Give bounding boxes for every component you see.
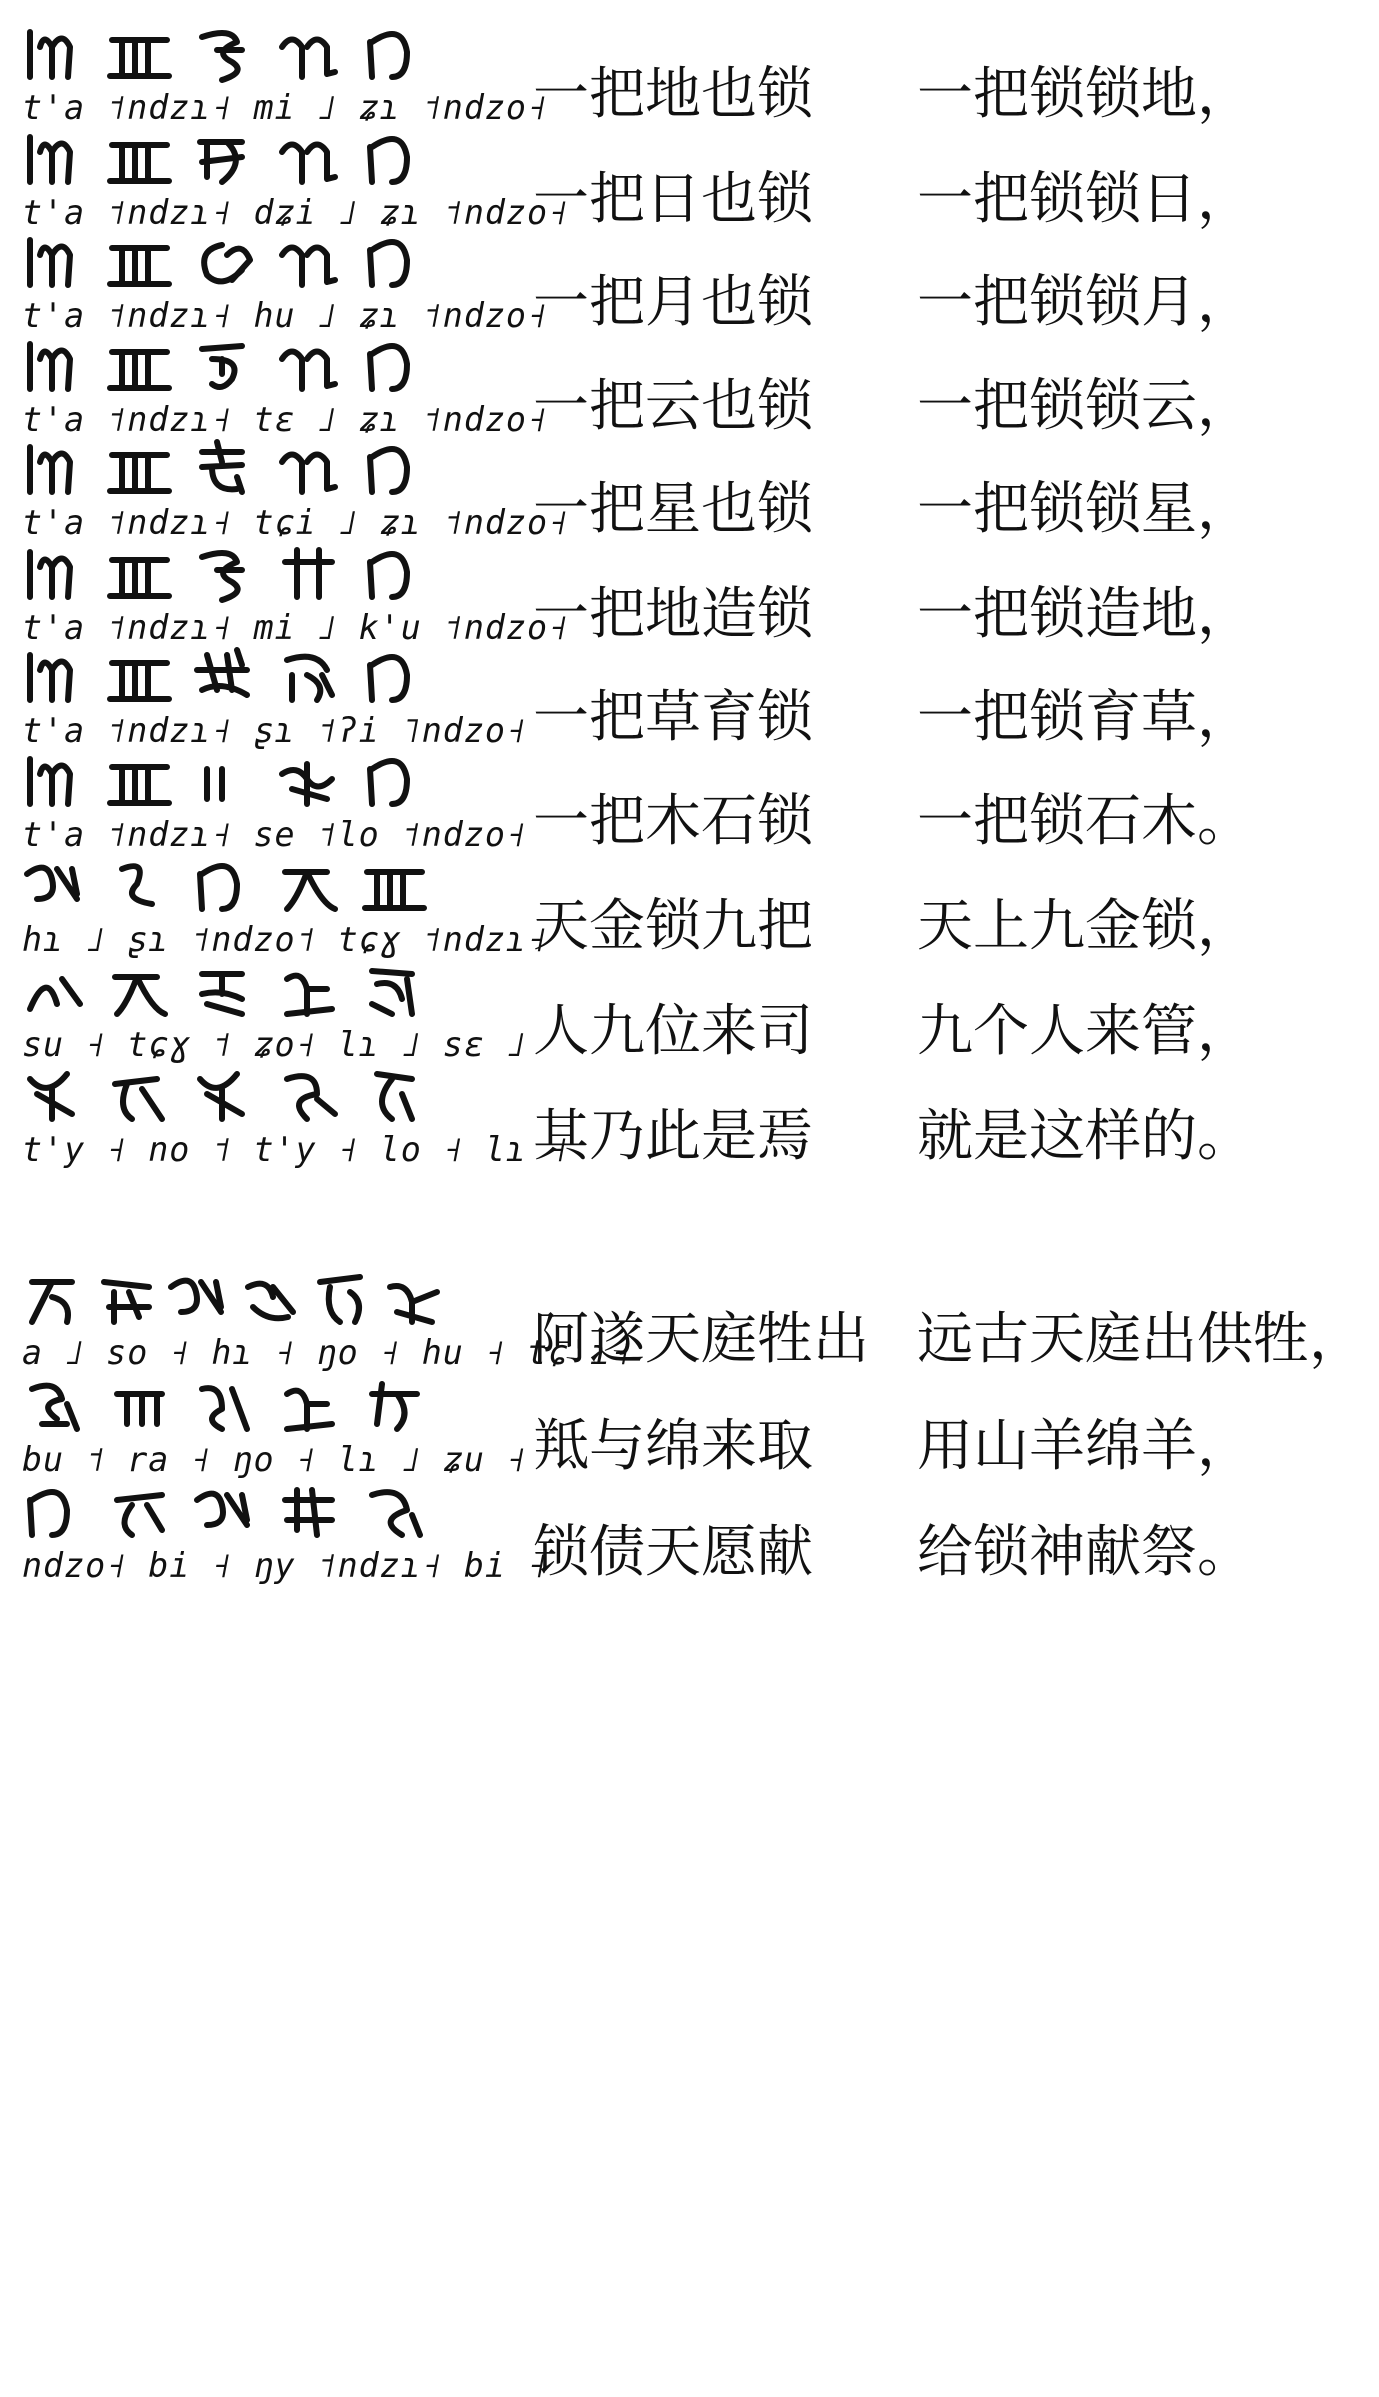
- yi-glyph-y1: [200, 1074, 242, 1119]
- yi-glyphs: [22, 641, 462, 711]
- yi-glyph-star: [202, 442, 242, 492]
- yi-glyph-beast: [320, 1277, 360, 1322]
- free-translation: 一把锁锁云，: [917, 374, 1253, 439]
- literal-gloss: 羝与绵来取: [533, 1414, 813, 1479]
- yi-glyph-wish: [285, 1490, 332, 1535]
- yi-glyphs: [22, 226, 462, 296]
- yi-glyph-sprout: [287, 657, 332, 700]
- literal-gloss: 人九位来司: [533, 999, 813, 1064]
- yi-glyph-m: [30, 32, 70, 77]
- yi-glyph-wave: [282, 455, 335, 493]
- yi-glyph-nine: [285, 872, 335, 909]
- yi-glyph-n: [370, 242, 407, 285]
- literal-gloss: 阿遂天庭牲出: [533, 1307, 869, 1372]
- yi-glyph-goat: [32, 1386, 77, 1429]
- yi-glyph-y1: [30, 1074, 72, 1119]
- yi-glyph-iii: [365, 872, 424, 908]
- yi-glyph-n: [200, 866, 237, 909]
- yi-glyphs: [22, 1476, 462, 1546]
- free-translation: 用山羊绵羊，: [917, 1414, 1253, 1479]
- yi-glyph-y2: [115, 1079, 162, 1119]
- free-translation: 给锁神献祭。: [917, 1520, 1253, 1585]
- yi-glyph-m: [30, 552, 70, 597]
- yi-glyph-wave: [282, 145, 335, 183]
- yi-glyph-offer: [372, 1492, 420, 1535]
- literal-gloss: 一把木石锁: [533, 789, 813, 854]
- free-translation: 一把锁造地，: [917, 582, 1253, 647]
- free-translation: 远古天庭出供牲，: [917, 1307, 1365, 1372]
- literal-gloss: 一把日也锁: [533, 167, 813, 232]
- yi-glyphs: [22, 850, 462, 920]
- yi-glyph-hook: [202, 346, 242, 387]
- verse-row: [0, 1052, 1379, 1192]
- yi-glyphs: [22, 1370, 462, 1440]
- yi-glyph-come: [287, 976, 332, 1014]
- yi-glyph-bars: [207, 769, 222, 799]
- free-translation: 一把锁锁月，: [917, 270, 1253, 335]
- phonetic-transcription: t'a ˦ndzɿ˧ dʑi ˩ ʑɿ ˦ndzo˧: [22, 193, 570, 233]
- yi-script-column: [22, 1052, 570, 1192]
- yi-glyph-cross: [285, 550, 332, 597]
- phonetic-transcription: bu ˦ ra ˧ ŋo ˧ lɿ ˩ ʑu ˧: [22, 1440, 527, 1480]
- phonetic-transcription: t'a ˦ndzɿ˧ mi ˩ ʑɿ ˦ndzo˧: [22, 88, 549, 128]
- yi-glyph-iii: [110, 560, 169, 596]
- yi-glyph-y4: [377, 1074, 412, 1119]
- yi-glyph-seat: [202, 974, 242, 1014]
- yi-glyph-out: [390, 1286, 437, 1322]
- yi-glyph-n: [370, 761, 407, 804]
- yi-glyph-m: [30, 137, 70, 182]
- yi-script-column: [22, 1468, 549, 1608]
- yi-glyph-iii: [110, 352, 169, 388]
- phonetic-transcription: a ˩ so ˧ hɿ ˧ ŋo ˧ hu ˧ tɕ'ɿ˧: [22, 1333, 633, 1373]
- phonetic-transcription: t'a ˦ndzɿ˧ mi ˩ k'u ˦ndzo˧: [22, 608, 570, 648]
- yi-glyph-swirl: [202, 553, 242, 600]
- yi-glyph-m: [30, 447, 70, 492]
- yi-glyph-n: [370, 34, 407, 77]
- yi-glyph-m: [30, 344, 70, 389]
- free-translation: 九个人来管，: [917, 999, 1253, 1064]
- yi-glyph-m: [30, 655, 70, 700]
- yi-glyphs: [22, 18, 462, 88]
- yi-glyph-m: [30, 240, 70, 285]
- phonetic-transcription: su ˧ tɕɣ ˦ ʑo˧ lɿ ˩ sɛ ˩: [22, 1025, 527, 1065]
- literal-gloss: 锁债天愿献: [533, 1520, 813, 1585]
- yi-glyph-iii: [110, 145, 169, 181]
- yi-glyph-n: [370, 139, 407, 182]
- yi-glyph-court: [248, 1284, 293, 1319]
- yi-glyph-swirl: [202, 33, 242, 80]
- phonetic-transcription: t'a ˦ndzɿ˧ tɕi ˩ ʑɿ ˦ndzo˧: [22, 503, 570, 543]
- free-translation: 一把锁锁日，: [917, 167, 1253, 232]
- phonetic-transcription: t'a ˦ndzɿ˧ hu ˩ ʑɿ ˦ndzo˧: [22, 296, 549, 336]
- phonetic-transcription: ndzo˧ bi ˧ ŋy ˦ndzɿ˧ bi ˧: [22, 1546, 549, 1586]
- literal-gloss: 一把地也锁: [533, 62, 813, 127]
- phonetic-transcription: t'a ˦ndzɿ˧ tɛ ˩ ʑɿ ˦ndzo˧: [22, 400, 549, 440]
- yi-glyph-wave: [282, 40, 335, 78]
- yi-glyph-iii: [110, 767, 169, 803]
- yi-glyph-n: [30, 1492, 67, 1535]
- yi-glyphs: [22, 433, 462, 503]
- phonetic-transcription: t'a ˦ndzɿ˧ se ˦lo ˦ndzo˧: [22, 815, 527, 855]
- yi-glyph-a: [32, 1282, 72, 1322]
- yi-glyphs: [22, 1263, 462, 1333]
- yi-glyphs: [22, 1060, 462, 1130]
- yi-glyph-grass: [197, 650, 247, 695]
- free-translation: 一把锁石木。: [917, 789, 1253, 854]
- phonetic-transcription: t'y ˧ no ˦ t'y ˧ lo ˧ lɿ ˧: [22, 1130, 570, 1170]
- literal-gloss: 其乃此是焉: [533, 1104, 813, 1169]
- yi-glyph-loop: [204, 245, 250, 281]
- yi-glyph-iii: [110, 663, 169, 699]
- literal-gloss: 一把地造锁: [533, 582, 813, 647]
- yi-glyph-m: [30, 759, 70, 804]
- yi-glyph-wave: [282, 248, 335, 286]
- yi-glyph-sky: [27, 868, 77, 899]
- yi-glyph-n: [370, 554, 407, 597]
- literal-gloss: 一把草育锁: [533, 685, 813, 750]
- yi-glyph-come: [287, 1391, 332, 1429]
- yi-glyph-so: [104, 1282, 149, 1322]
- free-translation: 一把锁育草，: [917, 685, 1253, 750]
- yi-glyph-manage: [372, 971, 412, 1014]
- free-translation: 一把锁锁地，: [917, 62, 1253, 127]
- yi-glyph-man: [30, 979, 80, 1009]
- verse-row: [0, 1468, 1379, 1608]
- free-translation: 一把锁锁星，: [917, 477, 1253, 542]
- yi-glyphs: [22, 330, 462, 400]
- literal-gloss: 一把星也锁: [533, 477, 813, 542]
- yi-glyph-debt: [117, 1495, 162, 1535]
- free-translation: 就是这样的。: [917, 1104, 1253, 1169]
- free-translation: 天上九金锁，: [917, 894, 1253, 959]
- yi-glyph-y3: [287, 1076, 335, 1119]
- yi-glyph-wave: [282, 352, 335, 390]
- yi-glyph-n: [370, 346, 407, 389]
- phonetic-transcription: t'a ˦ndzɿ˧ ʂɿ ˦ʔi ˥ndzo˧: [22, 711, 527, 751]
- yi-glyphs: [22, 955, 462, 1025]
- yi-glyphs: [22, 123, 462, 193]
- yi-glyphs: [22, 745, 462, 815]
- yi-glyph-gold: [122, 866, 152, 904]
- literal-gloss: 一把云也锁: [533, 374, 813, 439]
- yi-glyph-iii: [110, 455, 169, 491]
- yi-glyph-nine: [115, 977, 165, 1014]
- yi-glyph-n: [370, 657, 407, 700]
- yi-glyph-rock: [282, 764, 332, 804]
- yi-glyph-sky: [197, 1494, 247, 1525]
- yi-glyph-sky: [171, 1281, 221, 1312]
- phonetic-transcription: hɿ ˩ ʂɿ ˦ndzo˦ tɕɣ ˦ndzɿ˧: [22, 920, 549, 960]
- yi-glyphs: [22, 538, 462, 608]
- yi-glyph-iii: [110, 248, 169, 284]
- yi-glyph-and: [117, 1394, 162, 1424]
- yi-glyph-sheep: [202, 1388, 247, 1429]
- literal-gloss: 一把月也锁: [533, 270, 813, 335]
- literal-gloss: 天金锁九把: [533, 894, 813, 959]
- yi-glyph-iii: [110, 40, 169, 76]
- yi-glyph-grid: [200, 142, 242, 182]
- yi-glyph-n: [370, 449, 407, 492]
- yi-glyph-take: [372, 1384, 417, 1429]
